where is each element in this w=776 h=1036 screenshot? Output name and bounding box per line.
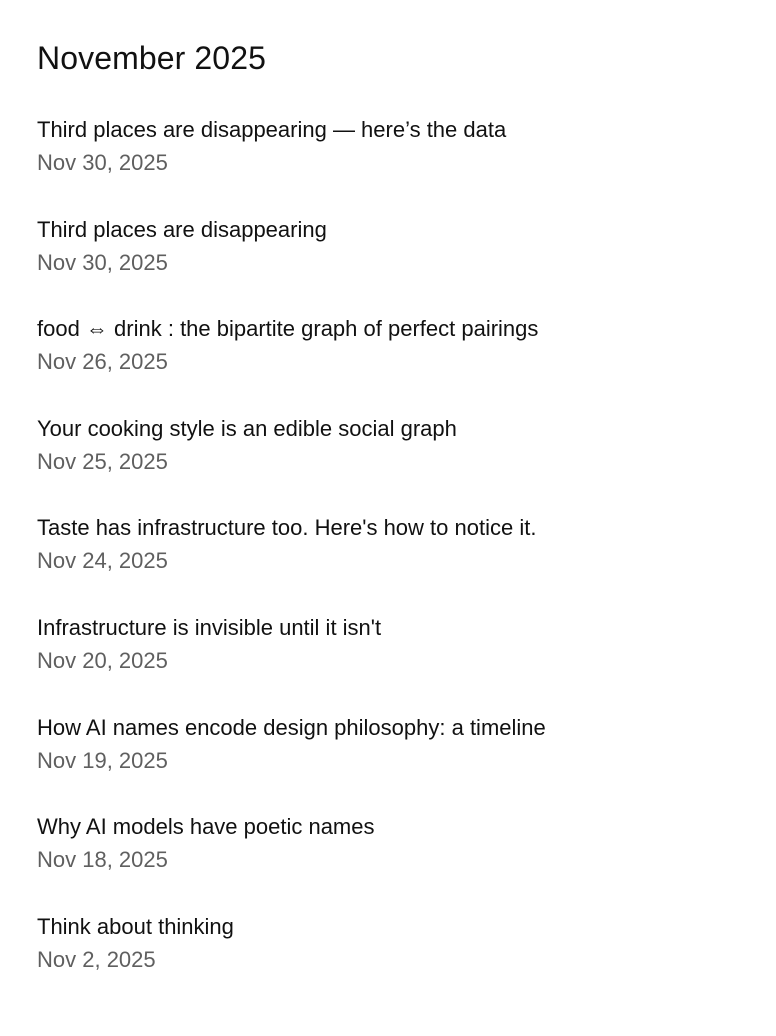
post-title-link[interactable]: Your cooking style is an edible social graph: [37, 415, 457, 441]
post-list: [37, 116, 739, 1012]
post-date: Nov 30, 2025: [37, 150, 168, 175]
post-title-link[interactable]: Taste has infrastructure too. Here's how to notice it.: [37, 515, 537, 541]
month-heading: November 2025: [37, 40, 266, 76]
post-date: Nov 26, 2025: [37, 349, 168, 375]
post-title-link[interactable]: How AI names encode design philosophy: a timeline: [37, 714, 546, 740]
post-date: Nov 19, 2025: [37, 747, 168, 773]
post-title-link[interactable]: Infrastructure is invisible until it isn't: [37, 614, 382, 640]
post-title-link[interactable]: Think about thinking: [37, 913, 234, 939]
list-item: [37, 514, 739, 614]
list-item: [37, 116, 739, 216]
post-date: Nov 2, 2025: [37, 946, 156, 972]
post-date: Nov 30, 2025: [37, 249, 168, 275]
list-item: [37, 813, 739, 913]
post-title-link[interactable]: Third places are disappearing: [37, 216, 327, 242]
list-item: [37, 714, 739, 814]
list-item: [37, 614, 739, 714]
post-title-link[interactable]: Why AI models have poetic names: [37, 814, 375, 840]
post-title-link[interactable]: food ⇔ drink : the bipartite graph of perfect pairings: [37, 316, 539, 342]
post-title-link[interactable]: Third places are disappearing — here’s the data: [37, 117, 507, 142]
list-item: [37, 415, 739, 515]
list-item: [37, 913, 739, 1013]
post-date: Nov 20, 2025: [37, 647, 168, 673]
list-item: [37, 315, 739, 415]
list-item: [37, 216, 739, 316]
post-date: Nov 18, 2025: [37, 847, 168, 873]
post-date: Nov 25, 2025: [37, 448, 168, 474]
post-date: Nov 24, 2025: [37, 548, 168, 574]
